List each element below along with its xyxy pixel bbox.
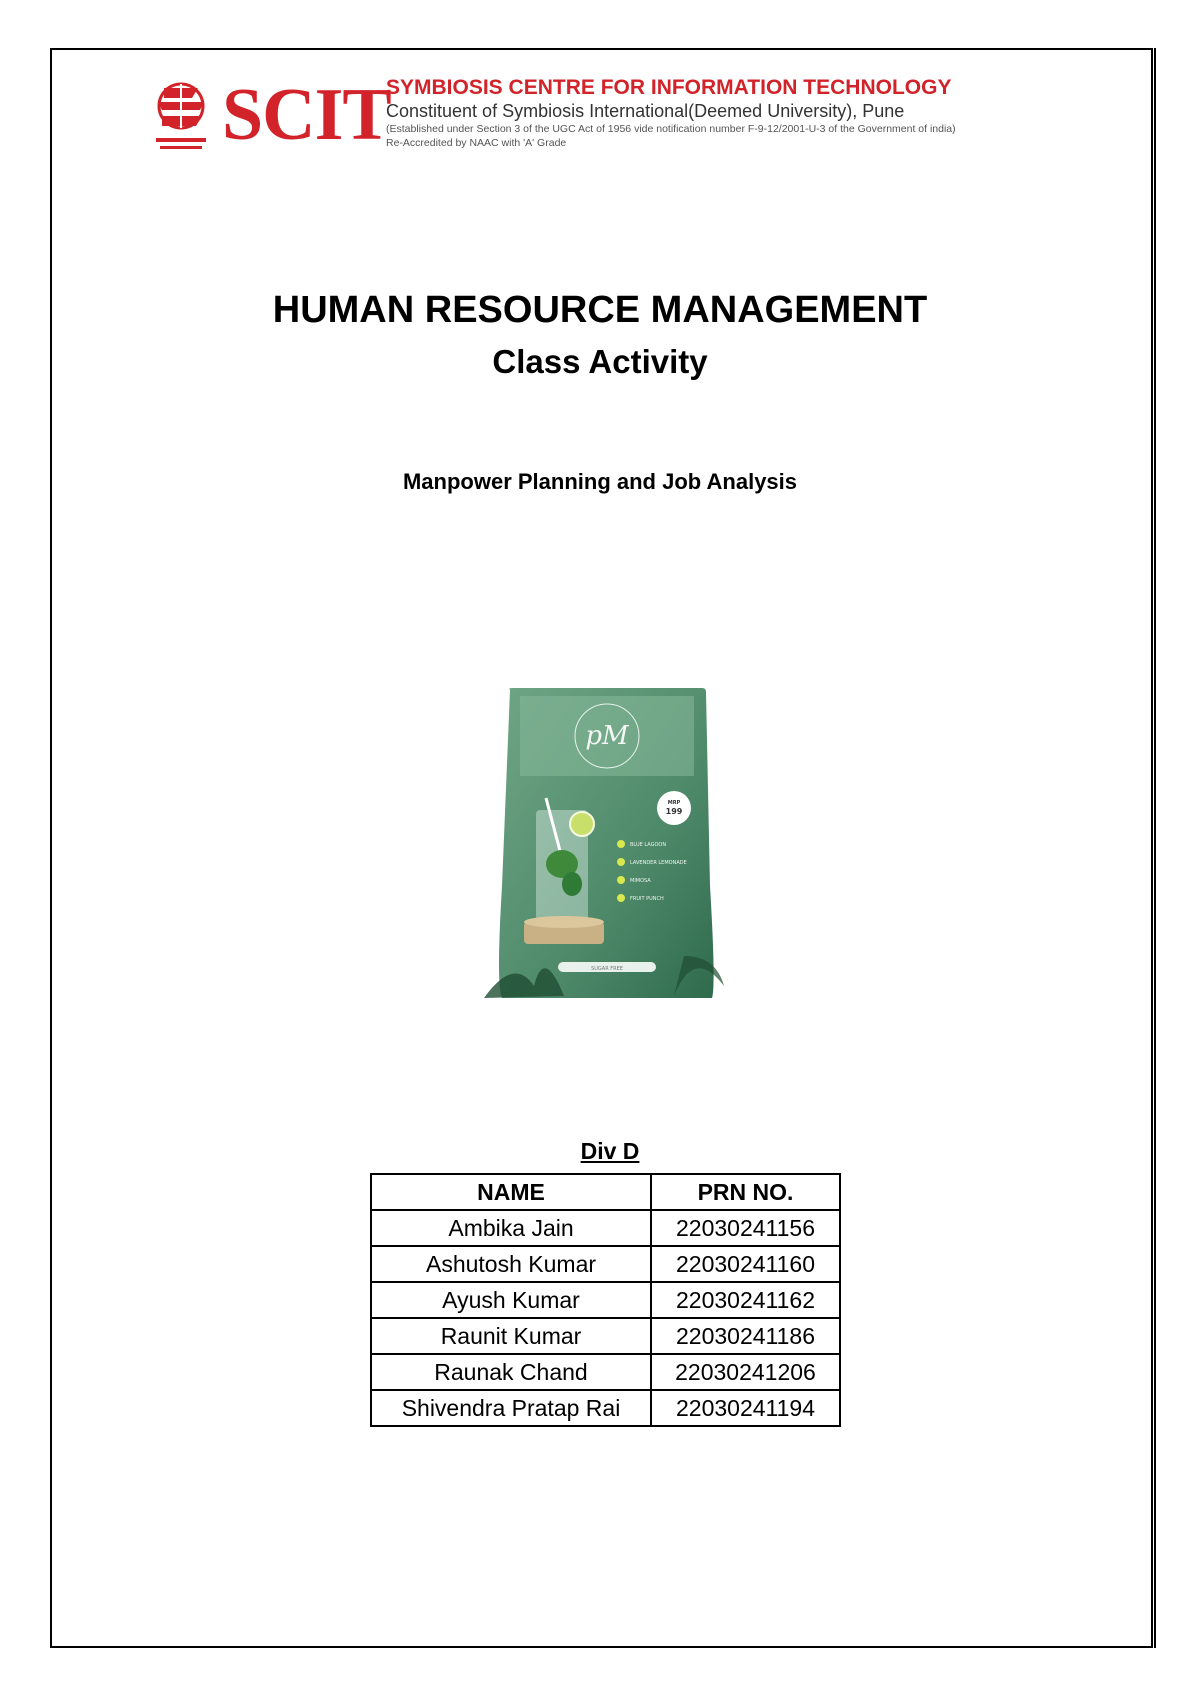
- member-name: Raunak Chand: [371, 1354, 651, 1390]
- table-row: [371, 1282, 840, 1318]
- institute-name: SYMBIOSIS CENTRE FOR INFORMATION TECHNOLOGY: [386, 76, 952, 99]
- symbiosis-logo-icon: [150, 76, 212, 156]
- table-header-row: [371, 1174, 840, 1210]
- page-subtitle: Class Activity: [492, 343, 708, 380]
- institute-established: (Established under Section 3 of the UGC Act of 1956 vide notification number F-9-12/2001-U-3 of the Government of india): [386, 123, 956, 135]
- scit-logo-text: SCIT: [222, 74, 391, 156]
- product-monogram: pM: [585, 721, 629, 751]
- flavor-item: LAVENDER LEMONADE: [630, 860, 687, 866]
- flavor-item: BLUE LAGOON: [630, 842, 667, 848]
- price-value: 199: [665, 807, 683, 816]
- member-prn: 22030241186: [651, 1318, 840, 1354]
- column-header-prn: PRN NO.: [651, 1174, 840, 1210]
- member-name: Ashutosh Kumar: [371, 1246, 651, 1282]
- table-row: [371, 1354, 840, 1390]
- flavor-item: FRUIT PUNCH: [630, 896, 664, 902]
- table-row: [371, 1246, 840, 1282]
- member-name: Ambika Jain: [371, 1210, 651, 1246]
- division-label: Div D: [580, 1138, 640, 1164]
- table-row: [371, 1390, 840, 1426]
- column-header-name: NAME: [371, 1174, 651, 1210]
- member-prn: 22030241160: [651, 1246, 840, 1282]
- members-table: [370, 1173, 841, 1427]
- price-label: MRP: [667, 800, 681, 806]
- flavor-item: MIMOSA: [630, 878, 651, 884]
- member-name: Shivendra Pratap Rai: [371, 1390, 651, 1426]
- institute-accreditation: Re-Accredited by NAAC with 'A' Grade: [386, 137, 567, 149]
- member-name: Raunit Kumar: [371, 1318, 651, 1354]
- institute-header: [150, 76, 1070, 156]
- activity-topic: Manpower Planning and Job Analysis: [402, 469, 798, 494]
- page-title: HUMAN RESOURCE MANAGEMENT: [272, 289, 928, 331]
- member-name: Ayush Kumar: [371, 1282, 651, 1318]
- product-pouch-image: [484, 686, 729, 1014]
- product-tag: SUGAR FREE: [591, 966, 623, 972]
- institute-constituent: Constituent of Symbiosis International(Deemed University), Pune: [386, 101, 905, 121]
- member-prn: 22030241206: [651, 1354, 840, 1390]
- member-prn: 22030241162: [651, 1282, 840, 1318]
- member-prn: 22030241156: [651, 1210, 840, 1246]
- table-row: [371, 1318, 840, 1354]
- institute-info: [386, 76, 1086, 150]
- table-row: [371, 1210, 840, 1246]
- member-prn: 22030241194: [651, 1390, 840, 1426]
